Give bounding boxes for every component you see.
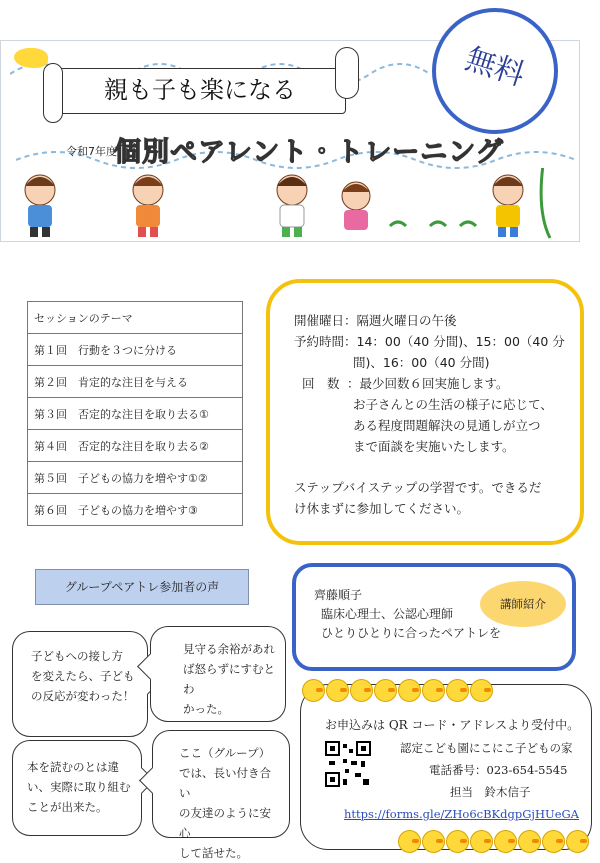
instructor-badge: 講師紹介 [480, 581, 566, 627]
bubble-line: 本を読むのとは違 [27, 760, 119, 774]
chick-icon [374, 679, 397, 702]
chick-icon [470, 679, 493, 702]
chick-icon [518, 830, 541, 853]
speech-bubble [12, 631, 148, 737]
session-cell: 第４回 否定的な注目を取り去る② [28, 430, 243, 462]
child-icon [342, 182, 370, 230]
chick-icon [326, 679, 349, 702]
speech-bubble [12, 740, 142, 836]
time-value: 14：00（40 分間)、15：00（40 分 [356, 334, 565, 349]
day-value: 隔週火曜日の午後 [356, 313, 457, 328]
note-text: ステップバイステップの学習です。できるだ [294, 480, 542, 495]
count-value-cont: ある程度問題解決の見通しが立つ [353, 418, 541, 433]
speech-bubble [150, 626, 286, 722]
bubble-line: の反応が変わった！ [31, 689, 135, 703]
form-link[interactable]: https://forms.gle/ZHo6cBKdgpGjHUeGA [344, 807, 579, 821]
chick-icon [398, 679, 421, 702]
bubble-line: かった。 [183, 702, 229, 716]
instructor-qualifications: 臨床心理士、公認心理師 [321, 607, 454, 621]
bubble-line: では、長い付き合い [179, 766, 271, 800]
speech-bubble [152, 730, 290, 860]
chick-icon [446, 830, 469, 853]
count-value-cont: お子さんとの生活の様子に応じて、 [353, 397, 553, 412]
page-title: 個別ペアレント・トレーニング [114, 137, 504, 168]
session-cell: 第３回 否定的な注目を取り去る① [28, 398, 243, 430]
bubble-line: ことが出来た。 [27, 800, 108, 814]
qr-code-icon[interactable] [325, 741, 371, 787]
child-icon [493, 175, 523, 237]
session-cell: 第２回 肯定的な注目を与える [28, 366, 243, 398]
instructor-name: 齊藤順子 [314, 588, 363, 602]
organization-name: 認定こども園にこにこ子どもの家 [400, 741, 573, 755]
time-label: 予約時間： [294, 334, 357, 349]
chick-icon [398, 830, 421, 853]
free-badge-label: 無料 [460, 41, 529, 94]
chick-icon [494, 830, 517, 853]
session-table [27, 301, 243, 526]
application-lead: お申込みは QR コード・アドレスより受付中。 [325, 718, 580, 732]
child-icon [25, 175, 55, 237]
count-label: 回 数 [302, 376, 340, 391]
session-cell: 第６回 子どもの協力を増やす③ [28, 494, 243, 526]
bubble-line: い、実際に取り組む [27, 780, 131, 794]
children-illustration [10, 168, 580, 240]
chick-icon [422, 679, 445, 702]
chick-icon [566, 830, 589, 853]
table-row [28, 494, 243, 526]
bird-icon [14, 48, 48, 68]
fiscal-year: 令和7年度 [66, 145, 117, 158]
table-row [28, 366, 243, 398]
tagline: 親も子も楽になる [104, 76, 296, 104]
instructor-description: ひとりひとりに合ったペアトレを [321, 626, 502, 640]
count-sep: ： [347, 376, 360, 391]
child-icon [277, 175, 307, 237]
chick-icon [470, 830, 493, 853]
time-value-cont: 間)、16：00（40 分間) [353, 355, 490, 370]
child-icon [133, 175, 163, 237]
count-value-cont: まで面談を実施いたします。 [353, 439, 515, 454]
phone-number: 電話番号：023-654-5545 [429, 763, 568, 777]
voices-header: グループペアトレ参加者の声 [35, 569, 249, 605]
table-row [28, 398, 243, 430]
chick-icon [350, 679, 373, 702]
bubble-line: 見守る余裕があれ [183, 642, 275, 656]
table-row [28, 462, 243, 494]
table-row [28, 334, 243, 366]
table-row [28, 302, 243, 334]
table-row [28, 430, 243, 462]
bubble-line: の友達のように安心 [179, 806, 271, 840]
contact-person: 担当 鈴木信子 [450, 785, 531, 799]
bubble-line: して話せた。 [179, 846, 248, 860]
bubble-line: ここ（グループ） [179, 746, 271, 760]
chick-icon [422, 830, 445, 853]
table-header: セッションのテーマ [28, 302, 243, 334]
info-text [294, 310, 578, 519]
chick-icon [302, 679, 325, 702]
chick-row-top [302, 679, 502, 703]
day-label: 開催曜日： [294, 313, 357, 328]
count-value: 最少回数６回実施します。 [359, 376, 509, 391]
chick-icon [542, 830, 565, 853]
chick-row-bottom [398, 830, 598, 854]
session-cell: 第５回 子どもの協力を増やす①② [28, 462, 243, 494]
bubble-line: 子どもへの接し方 [31, 649, 123, 663]
bubble-line: ば怒らずにすむとわ [183, 662, 275, 696]
session-cell: 第１回 行動を３つに分ける [28, 334, 243, 366]
bubble-line: を変えたら、子ども [31, 669, 135, 683]
chick-icon [446, 679, 469, 702]
note-text: け休まずに参加してください。 [294, 501, 470, 516]
